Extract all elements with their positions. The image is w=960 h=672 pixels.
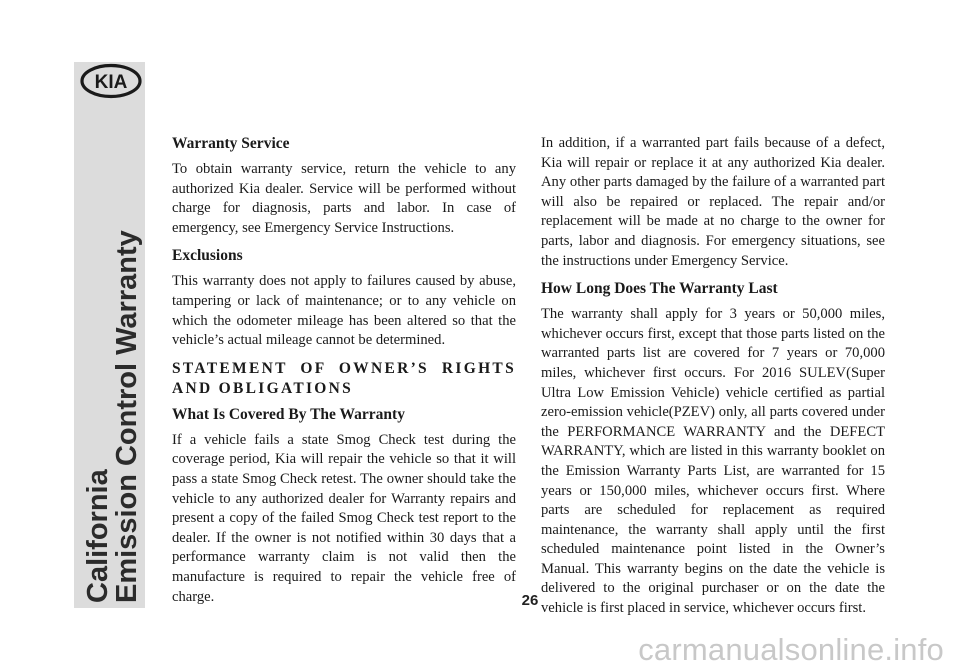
paragraph-exclusions: This warranty does not apply to failures caused by abuse, tampering or lack of maintenance; or to any vehicle on which the odometer mileage has been altered so that the vehicle’s actual mileage cannot be determined. (172, 273, 516, 349)
right-column (541, 134, 885, 627)
paragraph-additional-repair: In addition, if a warranted part fails because of a defect, Kia will repair or replace it at any authorized Kia dealer. Any other parts damaged by the failure of a warranted part will also be repaired or replaced. The repair and/or replacement will be made at no charge to the owner for parts, labor and diagnosis. For emergency situations, see the instructions under Emergency Service. (541, 135, 885, 269)
sidebar-title-line2: Emission Control Warranty (111, 230, 143, 603)
page-number: 26 (521, 592, 539, 609)
paragraph-what-is-covered: If a vehicle fails a state Smog Check test during the coverage period, Kia will repair the vehicle so that it will pass a state Smog Check retest. The owner should take the vehicle to any authorized dealer for Warranty repairs and present a copy of the failed Smog Check test report to the dealer. If the owner is not notified within 30 days that a performance warranty claim is not valid then the manufacture is required to repair the vehicle free of charge. (172, 431, 516, 605)
heading-exclusions: Exclusions (172, 247, 243, 265)
heading-warranty-service: Warranty Service (172, 135, 290, 152)
sidebar-title-line1: California (82, 469, 114, 603)
heading-owners-rights: STATEMENT OF OWNER’S RIGHTS AND OBLIGATIONS (172, 359, 516, 397)
paragraph-warranty-service: To obtain warranty service, return the vehicle to any authorized Kia dealer. Service will be performed without charge for diagnosis, parts and labor. In case of emergency, see Emergency Service Instructions. (172, 161, 516, 236)
paragraph-how-long: The warranty shall apply for 3 years or 50,000 miles, whichever occurs first, except that those parts listed on the warranted parts list are covered for 7 years or 70,000 miles, whichever first occurs. For 2016 SULEV(Super Ultra Low Emission Vehicle) vehicle certified as partial zero-emission vehicle(PZEV) only, all parts covered under the PERFORMANCE WARRANTY and the DEFECT WARRANTY, which are listed in this warranty booklet on the Emission Warranty Parts List, are warranted for 15 years or 150,000 miles, whichever occurs first. Where parts are scheduled for replacement as required maintenance, the warranty shall apply until the first scheduled maintenance point listed in the Owner’s Manual. This warranty begins on the date the vehicle is delivered to the original purchaser or on the date the vehicle is first placed in service, whichever occurs first. (541, 306, 885, 617)
watermark: carmanualsonline.info (638, 632, 944, 667)
heading-how-long: How Long Does The Warranty Last (541, 280, 778, 298)
left-column (172, 134, 516, 615)
heading-what-is-covered: What Is Covered By The Warranty (172, 405, 405, 423)
kia-logo (80, 63, 142, 99)
logo-text: KIA (94, 72, 128, 93)
sidebar-title (84, 230, 142, 603)
